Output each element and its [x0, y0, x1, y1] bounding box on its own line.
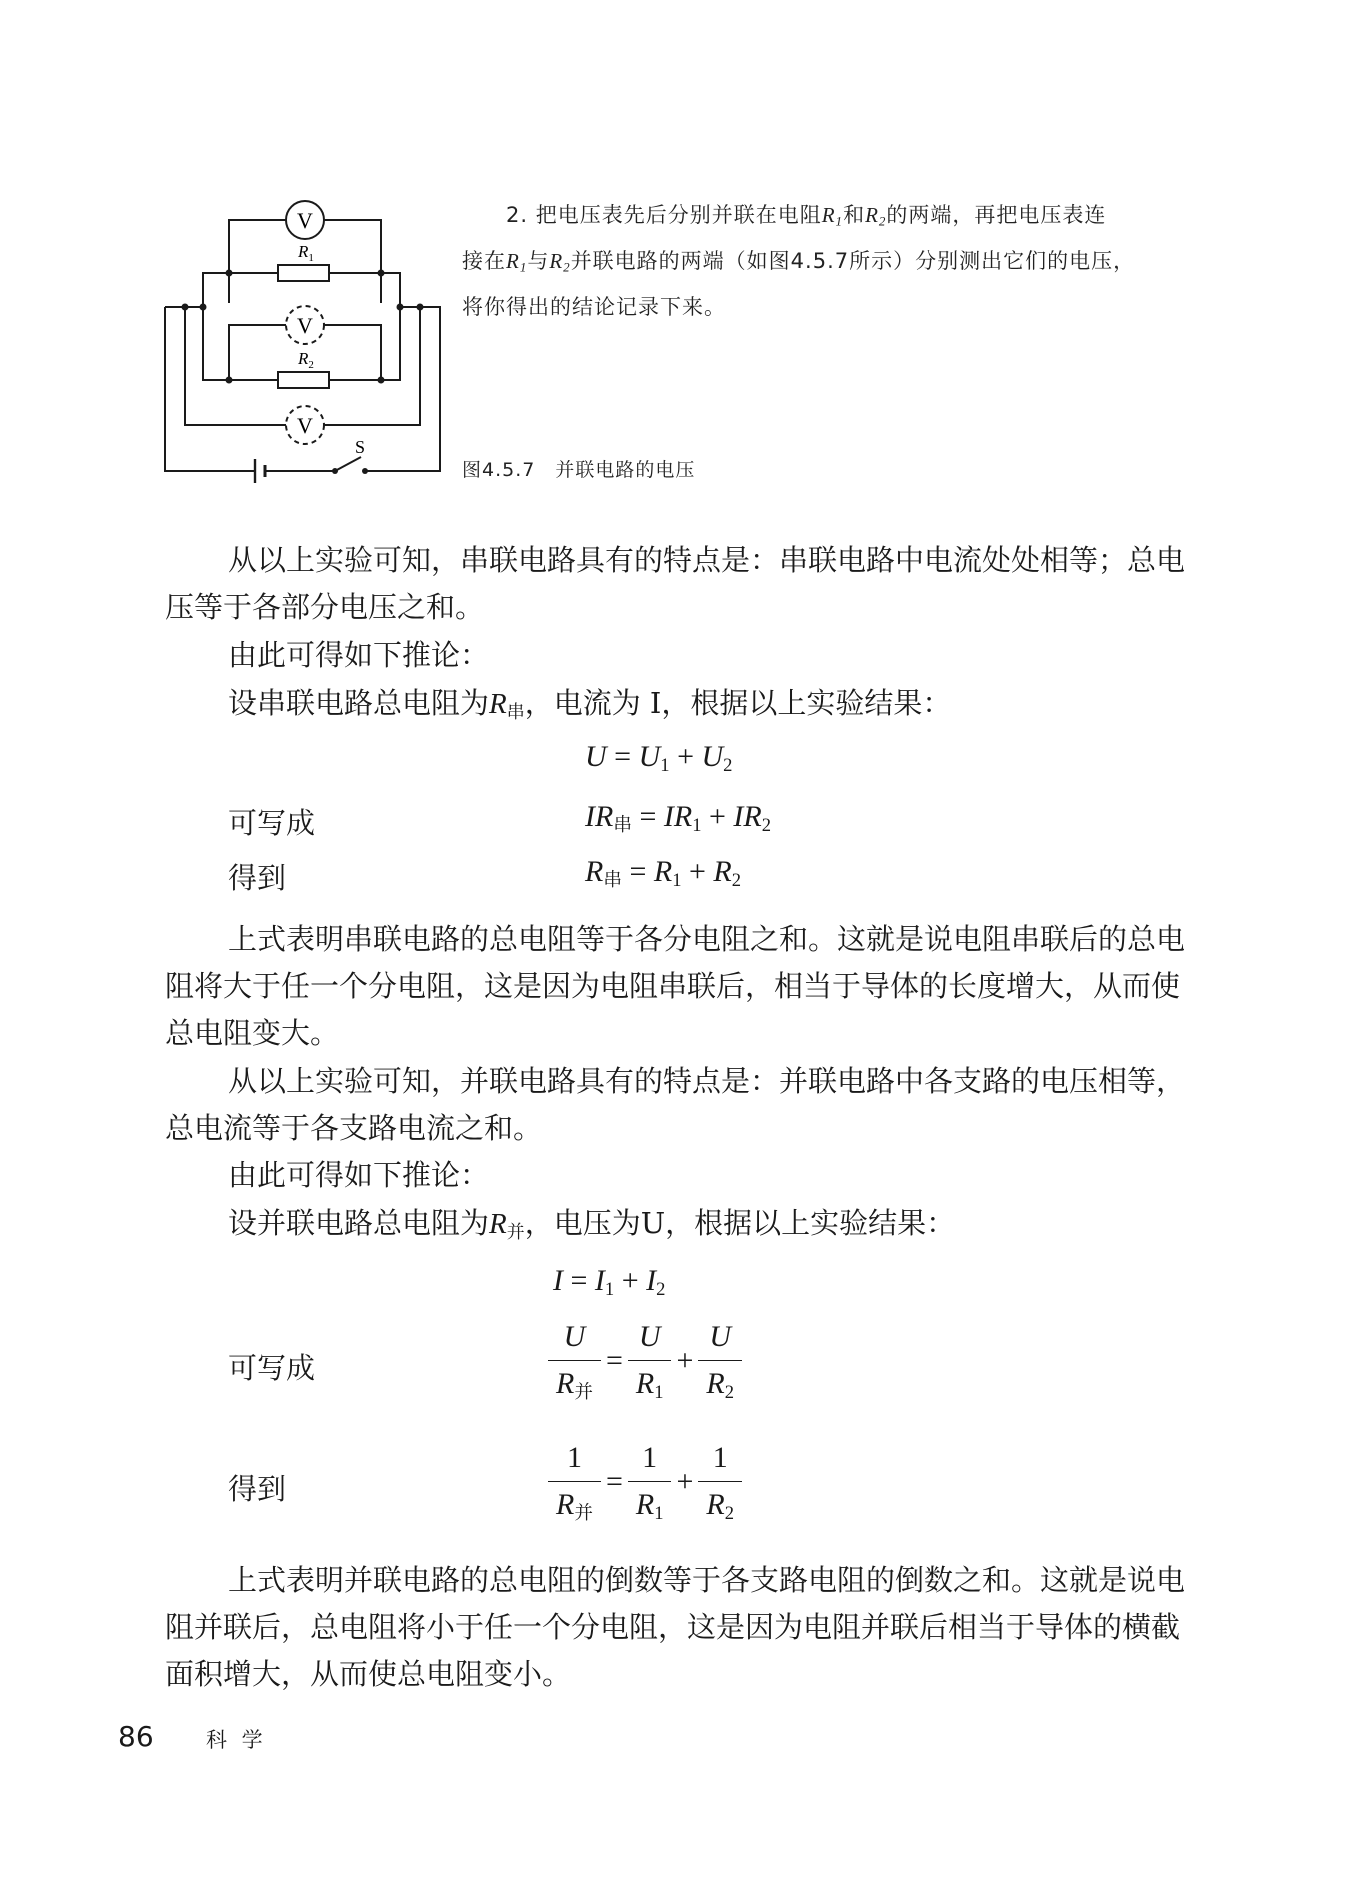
paragraph-parallel-conclusion: 上式表明并联电路的总电阻的倒数等于各支路电阻的倒数之和。这就是说电阻并联后，总电阻将小于任一个分电阻，这是因为电阻并联后相当于导体的横截面积增大，从而使总电阻变小。 [165, 1563, 1186, 1691]
r2-label: $R_2$ [298, 349, 314, 371]
equation-parallel-reciprocal: $\frac{1}{R_并}$ = $\frac{1}{R_1}$ + $\frac{1}{R_2}$ [545, 1441, 745, 1522]
page-number: 86 [118, 1720, 154, 1753]
equation-parallel-current: $I = I_1 + I_2$ [553, 1264, 666, 1301]
paragraph-series-conclusion: 上式表明串联电路的总电阻等于各分电阻之和。这就是说电阻串联后的总电阻将大于任一个分电阻，这是因为电阻串联后，相当于导体的长度增大，从而使总电阻变大。 [165, 922, 1186, 1050]
series-setup: 设串联电路总电阻为$R_串$，电流为 I，根据以上实验结果： [228, 686, 952, 724]
equation-series-resistance: $R_串 = R_1 + R_2$ [585, 855, 742, 892]
meter-label-top: V [297, 208, 313, 233]
paragraph-parallel-features: 从以上实验可知，并联电路具有的特点是：并联电路中各支路的电压相等，总电流等于各支路电流之和。 [165, 1064, 1186, 1145]
switch-label: S [355, 437, 366, 457]
step-2-text: 2. 把电压表先后分别并联在电阻$R_1$和$R_2$的两端，再把电压表连 接在$R_1$与$R_2$并联电路的两端（如图4.5.7所示）分别测出它们的电压， 将你得出的结论记录下来。 [462, 203, 1136, 319]
label-can-write-2: 可写成 [228, 1351, 316, 1385]
meter-label-bottom: V [297, 413, 313, 438]
figure-caption: 图4.5.7 并联电路的电压 [462, 459, 696, 481]
r1-label: $R_1$ [298, 242, 314, 264]
circuit-diagram [155, 195, 455, 485]
equation-series-voltage: $U = U_1 + U_2$ [585, 740, 733, 777]
meter-label-middle: V [297, 313, 313, 338]
label-get-1: 得到 [228, 861, 287, 895]
label-get-2: 得到 [228, 1472, 287, 1506]
subject-name: 科 学 [206, 1728, 267, 1752]
paragraph-series-features: 从以上实验可知，串联电路具有的特点是：串联电路中电流处处相等；总电压等于各部分电压之和。 [165, 543, 1186, 624]
equation-parallel-u-over-r: $\frac{U}{R_并}$ = $\frac{U}{R_1}$ + $\frac{U}{R_2}$ [545, 1320, 745, 1401]
equation-series-ir: $IR_串 = IR_1 + IR_2$ [585, 800, 772, 837]
parallel-setup: 设并联电路总电阻为$R_并$，电压为U，根据以上实验结果： [228, 1206, 956, 1244]
inference-intro-1: 由此可得如下推论： [228, 638, 490, 672]
label-can-write-1: 可写成 [228, 806, 316, 840]
inference-intro-2: 由此可得如下推论： [228, 1158, 490, 1192]
